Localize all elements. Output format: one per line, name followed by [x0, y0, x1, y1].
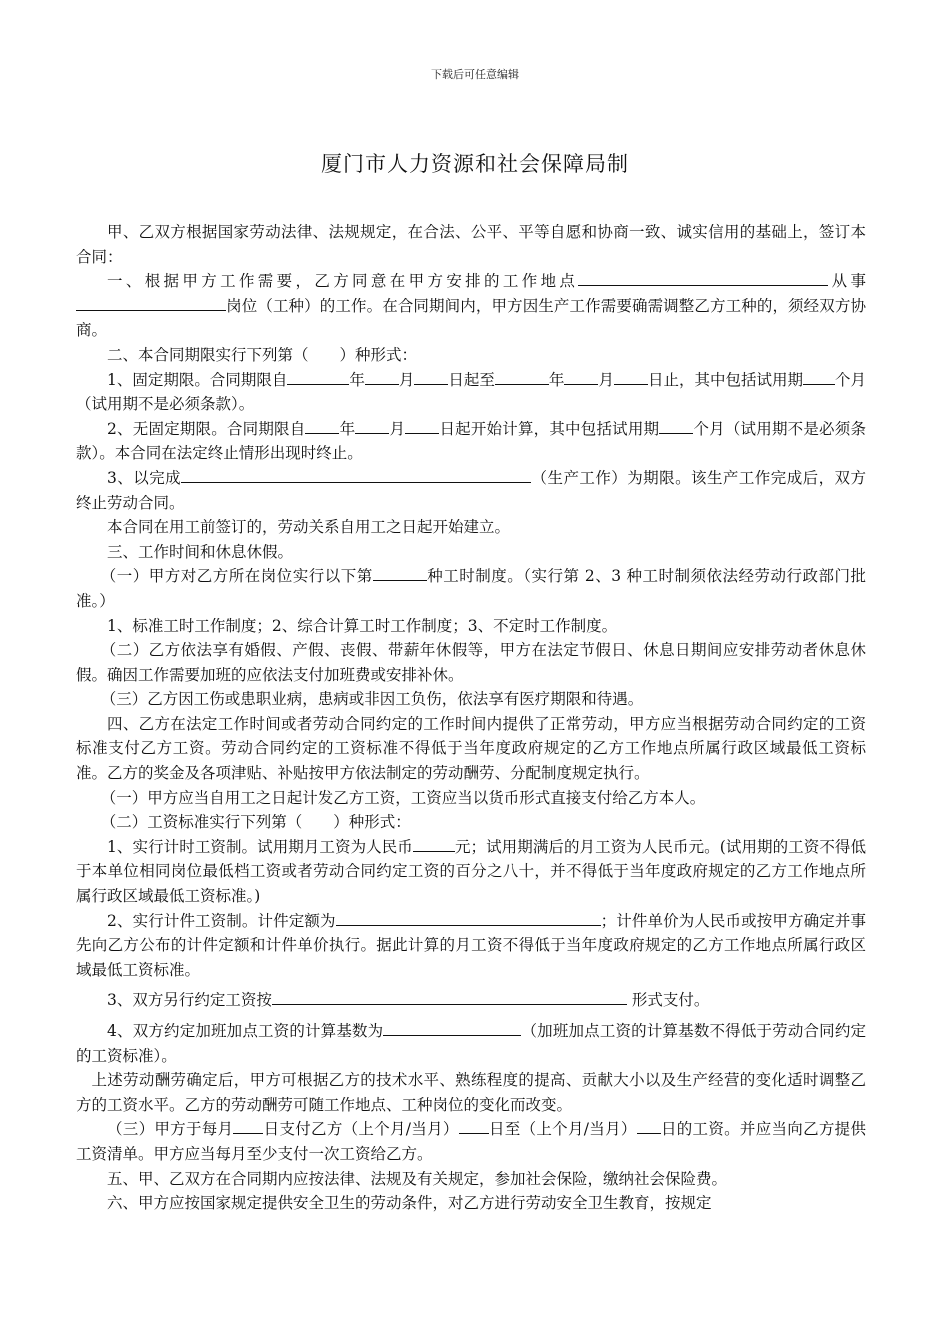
blank-open-day[interactable]	[405, 417, 439, 434]
paragraph-wage-adjust: 上述劳动酬劳确定后，甲方可根据乙方的技术水平、熟练程度的提高、贡献大小以及生产经营的变化适时调整乙方的工资水平。乙方的劳动酬劳可随工作地点、工种岗位的变化而改变。	[76, 1071, 866, 1114]
blank-end-month[interactable]	[564, 368, 598, 385]
paragraph-hours-options: 1、标准工时工作制度；2、综合计算工时工作制度；3、不定时工作制度。	[107, 616, 618, 635]
paragraph-injury: （三）乙方因工伤或患职业病，患病或非因工负伤，依法享有医疗期限和待遇。	[100, 690, 644, 709]
blank-position[interactable]	[76, 294, 226, 311]
blank-probation-wage[interactable]	[413, 835, 455, 852]
blank-start-year[interactable]	[287, 368, 349, 385]
paragraph-hours-system: （一）甲方对乙方所在岗位实行以下第 种工时制度。（实行第 2、3 种工时制须依法经劳动行政部门批准。）	[76, 564, 866, 613]
blank-pay-day[interactable]	[233, 1117, 263, 1134]
blank-task[interactable]	[181, 466, 531, 483]
paragraph-term-type: 二、本合同期限实行下列第（ ）种形式：	[107, 345, 418, 364]
blank-workplace[interactable]	[578, 269, 828, 286]
blank-probation-months[interactable]	[803, 368, 835, 385]
paragraph-preamble: 甲、乙双方根据国家劳动法律、法规规定，在合法、公平、平等自愿和协商一致、诚实信用的基础上，签订本合同：	[76, 223, 866, 266]
blank-start-month[interactable]	[365, 368, 399, 385]
paragraph-section-4: 四、乙方在法定工作时间或者劳动合同约定的工作时间内提供了正常劳动，甲方应当根据劳动合同约定的工资标准支付乙方工资。劳动合同约定的工资标准不得低于当年度政府规定的乙方工作地点所属行政区域最低工资标准。乙方的奖金及各项津贴、补贴按甲方依法制定的劳动酬劳、分配制度规定执行。	[76, 714, 866, 783]
paragraph-relation-start: 本合同在用工前签订的，劳动关系自用工之日起开始建立。	[107, 518, 511, 537]
paragraph-piece-wage: 2、实行计件工资制。计件定额为 ；计件单价为人民币或按甲方确定并事先向乙方公布的计件定额和计件单价执行。据此计算的月工资不得低于当年度政府规定的乙方工作地点所属行政区域最低工资标准。	[76, 909, 866, 983]
paragraph-section-3: 三、工作时间和休息休假。	[107, 542, 294, 561]
paragraph-other-wage: 3、双方另行约定工资按 形式支付。	[76, 988, 866, 1013]
blank-overtime-base[interactable]	[383, 1019, 521, 1036]
paragraph-leave: （二）乙方依法享有婚假、产假、丧假、带薪年休假等，甲方在法定节假日、休息日期间应安排劳动者休息休假。确因工作需要加班的应依法支付加班费或安排补休。	[76, 641, 866, 684]
blank-other-wage[interactable]	[272, 988, 627, 1005]
blank-period-end[interactable]	[637, 1117, 661, 1134]
blank-open-year[interactable]	[305, 417, 339, 434]
paragraph-fixed-term: 1、固定期限。合同期限自 年 月 日起至 年 月 日止，其中包括试用期 个月（试用期不是必须条款）。	[76, 368, 866, 417]
paragraph-section-5: 五、甲、乙双方在合同期内应按法律、法规及有关规定，参加社会保险，缴纳社会保险费。	[107, 1169, 728, 1188]
paragraph-task-term: 3、以完成 （生产工作）为期限。该生产工作完成后，双方终止劳动合同。	[76, 466, 866, 515]
blank-piece-quota[interactable]	[336, 909, 601, 926]
document-title: 厦门市人力资源和社会保障局制	[321, 152, 629, 176]
paragraph-overtime-base: 4、双方约定加班加点工资的计算基数为 （加班加点工资的计算基数不得低于劳动合同约定的工资标准）。	[76, 1019, 866, 1068]
paragraph-workplace: 一、根据甲方工作需要，乙方同意在甲方安排的工作地点 从事岗位（工种）的工作。在合同期间内，甲方因生产工作需要确需调整乙方工种的，须经双方协商。	[76, 269, 866, 343]
paragraph-pay-day: （三）甲方于每月 日支付乙方（上个月/当月） 日至（上个月/当月） 日的工资。并应当向乙方提供工资清单。甲方应当每月至少支付一次工资给乙方。	[76, 1117, 866, 1166]
blank-hours-system[interactable]	[373, 564, 427, 581]
paragraph-time-wage: 1、实行计时工资制。试用期月工资为人民币 元；试用期满后的月工资为人民币元。(试用期的工资不得低于本单位相同岗位最低档工资或者劳动合同约定工资的百分之八十，并不得低于当年度政府规定的乙方工作地点所属行政区域最低工资标准。)	[76, 835, 866, 909]
contract-body	[76, 220, 866, 1216]
paragraph-pay-start: （一）甲方应当自用工之日起计发乙方工资，工资应当以货币形式直接支付给乙方本人。	[100, 788, 706, 807]
header-note: 下载后可任意编辑	[431, 68, 519, 81]
blank-open-probation[interactable]	[659, 417, 693, 434]
blank-end-day[interactable]	[614, 368, 648, 385]
blank-open-month[interactable]	[355, 417, 389, 434]
paragraph-section-6: 六、甲方应按国家规定提供安全卫生的劳动条件，对乙方进行劳动安全卫生教育，按规定	[107, 1194, 712, 1213]
paragraph-pay-type: （二）工资标准实行下列第（ ）种形式：	[100, 813, 411, 832]
paragraph-open-term: 2、无固定期限。合同期限自 年 月 日起开始计算，其中包括试用期 个月（试用期不是必须条款）。本合同在法定终止情形出现时终止。	[76, 417, 866, 466]
blank-period-start[interactable]	[459, 1117, 489, 1134]
blank-end-year[interactable]	[495, 368, 549, 385]
blank-start-day[interactable]	[414, 368, 448, 385]
